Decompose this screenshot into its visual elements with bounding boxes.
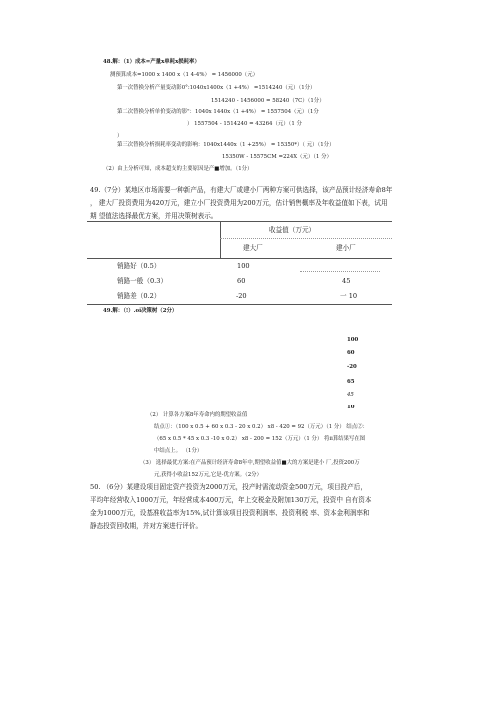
table-header-rule <box>220 238 392 239</box>
table-row-label: 销路一般（0.3） <box>117 277 168 285</box>
q48-line-4: 第二次替换分析单价变动的影"：1040x 1440x（1 +4%） = 1557504（元）（1分 <box>117 109 319 115</box>
q49-answer-line-5: （3） 选择最优方案:在产品预计经济寿命8年中,期望收益值■大的方案是建小 厂,投资200万 <box>140 460 360 466</box>
q48-line-5: ） 1557504 - 1514240 = 43264（元）（1 分 <box>187 121 302 127</box>
tree-value: 65 <box>347 379 355 385</box>
table-empty-cell-rule <box>300 271 380 272</box>
q48-line-2: 第一次替换分析产量变动影0°:1040x1400x（1 +4%） =1514240（元）（1分） <box>117 85 316 91</box>
q48-title: 48.解：（1）成本=产量x单耗x损耗率） <box>103 59 200 65</box>
tree-value: 60 <box>347 350 355 356</box>
q48-line-6: ） <box>117 133 123 139</box>
table-top-border <box>87 221 392 222</box>
table-cell-big: -20 <box>236 292 247 300</box>
q50-paragraph-line-3: 金为1000万元，设基准收益率为15%,试计算该项目投资利润率、投资利税 率、资本金利润率和 <box>90 509 370 517</box>
q49-answer-line-6: 元,获得小收益152万元,它是-优方案。（2分） <box>154 472 262 478</box>
q49-paragraph-line-2: ， 建大厂投资费用为420万元，建立小厂投资费用为200万元，估计销售概率及年收益值如下表，试用 <box>90 199 388 207</box>
table-col-small-factory: 建小厂 <box>336 244 356 252</box>
tree-value: 100 <box>347 337 359 343</box>
table-group-header: 收益值（万元） <box>269 226 316 234</box>
q50-paragraph-line-2: 平均年经营收入1000万元，年经营成本400万元，年上交税金及附加130万元，投资中 自有资本 <box>90 496 372 504</box>
table-header-bottom-border <box>87 258 392 259</box>
q50-paragraph-line-1: 50. （6分）某建设项目固定资产投资为2000万元，投产时需流动资金500万元，项目投产后， <box>90 483 367 491</box>
q49-answer-line-3: （65 x 0.5 * 45 x 0.3 -10 x 0.2） x8 - 200 = 152（万元）（1 分） 将ii算结果写在图 <box>154 436 366 442</box>
table-cell-big: 60 <box>237 277 246 285</box>
q48-line-9: （2）由上分析可知，成本超支的主要原因是产■增加。（1分） <box>103 166 253 172</box>
q49-paragraph-line-3: 期 望值法选择最优方案，并用决策树表示。 <box>90 212 218 220</box>
table-cell-big: 100 <box>237 262 250 270</box>
table-bottom-border <box>87 304 392 305</box>
q48-line-7: 第三次替换分析损耗率变动的影响：1040x1440x（1 +25%） = 15350*）（ 元）（1分） <box>117 142 335 148</box>
table-cell-small: 45 <box>342 277 351 285</box>
tree-value: -20 <box>347 364 357 370</box>
q49-answer-line-2: 结点①：（100 x 0.5 + 60 x 0.3 - 20 x 0.2） x8 - 420 = 92（万元）（1 分） 结点②： <box>154 424 368 430</box>
q49-answer-line-4: 中结点上。 （1分） <box>154 448 203 454</box>
tree-value: 10 <box>347 405 355 409</box>
q49-paragraph-line-1: 49.（7分）某地区市场需要一种新产品，有建大厂或建小厂两种方案可供选择，该产品预计经济寿命8年 <box>90 186 393 194</box>
table-header-divider <box>220 221 221 258</box>
table-col-big-factory: 建大厂 <box>243 244 263 252</box>
table-row-label: 销路好（0.5） <box>117 262 161 270</box>
q48-line-1: 测预算成本=1000 x 1400 x（1 4-4%） = 1456000（元） <box>110 72 258 78</box>
q48-line-3: 1514240 - 1456000 = 58240（7C）（1分） <box>211 98 325 104</box>
q50-paragraph-line-4: 静态投资回收期，并对方案进行评价。 <box>90 522 203 530</box>
q49-answer-line-1: （2） 计算各方案8年寿命内的期望收益值 <box>147 412 248 418</box>
q48-line-8: 15350W - 15575CM =224X（元）（1 分） <box>222 154 332 160</box>
table-cell-small: 一 10 <box>340 292 358 300</box>
table-row-label: 销路差（0.2） <box>117 292 161 300</box>
q49-answer-heading: 49.解：（!）.oi决策树（2分） <box>103 308 178 314</box>
tree-value: 45 <box>347 392 354 398</box>
